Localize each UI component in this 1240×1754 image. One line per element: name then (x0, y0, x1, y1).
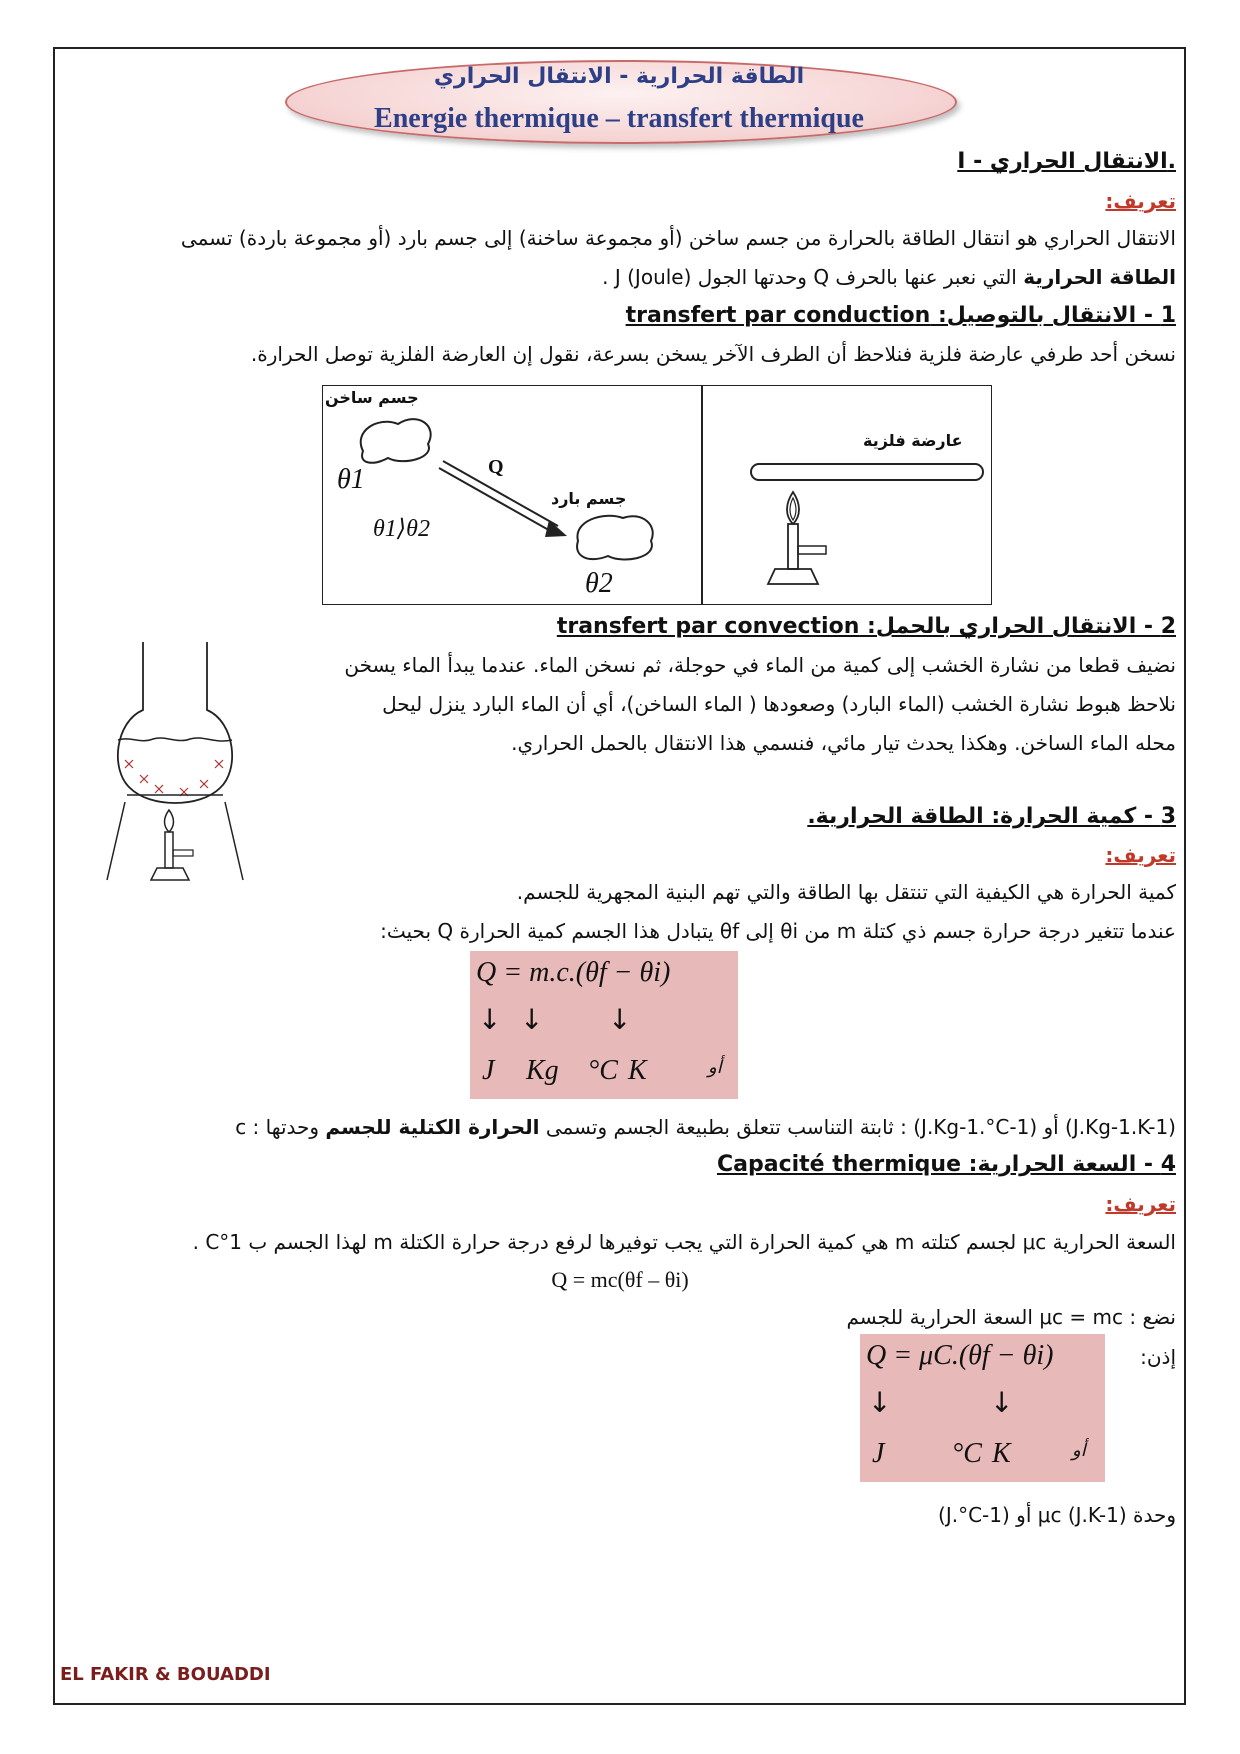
heat-quantity-text-line1: كمية الحرارة هي الكيفية التي تنتقل بها الطاقة والتي تهم البنية المجهرية للجسم. (516, 880, 1176, 904)
or-word-2: أو (1072, 1440, 1086, 1460)
q-label: Q (488, 456, 504, 478)
subsection-heat-capacity-heading: 4 - السعة الحرارية: Capacité thermique (717, 1152, 1176, 1177)
unit-celsius: °C (588, 1055, 618, 1086)
unit-kelvin: K (628, 1055, 647, 1086)
arrow-1: ↓ (478, 1003, 502, 1036)
metal-bar-label: عارضة فلزية (863, 431, 963, 450)
cold-body-label: جسم بارد (551, 489, 627, 508)
heat-capacity-equation: Q = mc(θf – θi) (551, 1267, 689, 1292)
hot-body-shape (361, 419, 431, 463)
convection-text-line3: محله الماء الساخن. وهكذا يحدث تيار مائي، فنسمي هذا الانتقال بالحمل الحراري. (511, 731, 1176, 755)
subsection-convection-heading: 2 - الانتقال الحراري بالحمل: transfert par convection (556, 614, 1176, 639)
formula-box-capacity (860, 1334, 1105, 1482)
arrow-4: ↓ (868, 1386, 892, 1419)
arrow-5: ↓ (990, 1386, 1014, 1419)
unit-kelvin-2: K (992, 1438, 1011, 1469)
definition-label-3: تعريف: (1105, 1192, 1176, 1216)
capacity-unit-line: وحدة μc (J.K-1) أو (J.°C-1) (938, 1503, 1176, 1527)
temperature-relation: θ1⟩θ2 (373, 516, 430, 542)
flask-outline (118, 642, 232, 803)
specific-heat-note-start: c : ثابتة التناسب تتعلق بطبيعة الجسم وتسمى (235, 1115, 894, 1139)
capacity-formula: Q = μC.(θf − θi) (866, 1340, 1054, 1371)
formula-box-heat (470, 951, 738, 1099)
definition-label-2: تعريف: (1105, 843, 1176, 867)
conduction-text: نسخن أحد طرفي عارضة فلزية فنلاحظ أن الطرف الآخر يسخن بسرعة، نقول إن العارضة الفلزية توصل الحرارة. (250, 342, 1176, 366)
subsection-heat-quantity-heading: 3 - كمية الحرارة: الطاقة الحرارية. (807, 804, 1176, 829)
arrow-3: ↓ (608, 1003, 632, 1036)
unit-celsius-2: °C (952, 1438, 982, 1469)
theta1-label: θ1 (337, 464, 365, 495)
then-word: إذن: (1140, 1345, 1176, 1369)
burner-tube (788, 524, 798, 569)
heat-capacity-text-line1: السعة الحرارية μc لجسم كتلته m هي كمية الحرارة التي يجب توفيرها لرفع درجة حرارة الكتلة m لهذا الجسم ب 1°C . (192, 1230, 1176, 1254)
water-surface (118, 738, 232, 741)
definition-label: تعريف: (1105, 189, 1176, 213)
subsection-conduction-heading: 1 - الانتقال بالتوصيل: transfert par conduction (625, 303, 1176, 328)
title-french: Energie thermique – transfert thermique (374, 103, 864, 134)
heat-formula: Q = m.c.(θf − θi) (476, 957, 671, 988)
unit-joule: J (482, 1055, 495, 1086)
theta2-label: θ2 (585, 568, 613, 599)
section-heading-transfer: I - الانتقال الحراري. (957, 149, 1176, 174)
figure-conduction (322, 385, 992, 605)
cold-body-shape (577, 516, 653, 560)
definition-text-rest: التي نعبر عنها بالحرف Q وحدتها الجول J (Joule) . (602, 265, 1024, 289)
thermal-energy-term: الطاقة الحرارية (1023, 265, 1176, 289)
sawdust-marks (125, 760, 223, 796)
convection-text-line2: نلاحظ هبوط نشارة الخشب (الماء البارد) وصعودها ( الماء الساخن)، أي أن الماء البارد ينزل ليحل (382, 692, 1176, 716)
title-arabic: الطاقة الحرارية - الانتقال الحراري (433, 64, 805, 89)
definition-text-line2 (64, 262, 1176, 292)
unit-joule-2: J (872, 1438, 885, 1469)
specific-heat-term: الحرارة الكتلية للجسم (325, 1115, 540, 1139)
definition-text-line1: الانتقال الحراري هو انتقال الطاقة بالحرارة من جسم ساخن (أو مجموعة ساخنة) إلى جسم بارد (أو مجموعة باردة) تسمى (180, 226, 1176, 250)
specific-heat-note-end: وحدتها : (J.Kg-1.°C-1) أو (J.Kg-1.K-1) (265, 1115, 1176, 1139)
arrow-2: ↓ (520, 1003, 544, 1036)
footer-authors: EL FAKIR & BOUADDI (60, 1664, 271, 1685)
figure-drawing (323, 386, 993, 606)
burner-base (768, 569, 818, 584)
specific-heat-note (64, 1112, 1176, 1142)
hot-body-label: جسم ساخن (325, 388, 419, 407)
unit-kg: Kg (526, 1055, 559, 1086)
metal-bar-shape (751, 464, 983, 480)
or-word: أو (708, 1057, 722, 1077)
heat-capacity-text-line3: نضع : μc = mc السعة الحرارية للجسم (846, 1305, 1176, 1329)
convection-text-line1: نضيف قطعا من نشارة الخشب إلى كمية من الماء في حوجلة، ثم نسخن الماء. عندما يبدأ الماء يسخن (344, 653, 1176, 677)
heat-quantity-text-line2: عندما تتغير درجة حرارة جسم ذي كتلة m من θi إلى θf يتبادل هذا الجسم كمية الحرارة Q بحيث: (380, 919, 1176, 943)
